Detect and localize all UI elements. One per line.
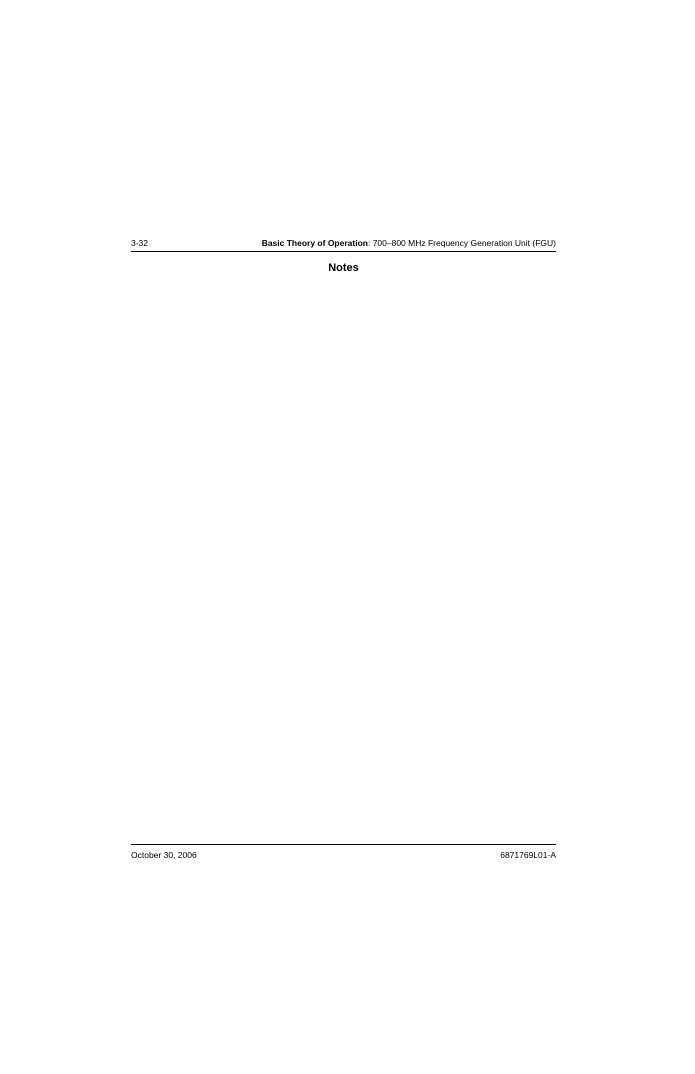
notes-heading: Notes: [328, 262, 359, 274]
running-header-title: [262, 238, 556, 248]
document-number: 6871769L01-A: [500, 850, 556, 860]
footer-date: October 30, 2006: [131, 850, 197, 860]
page-number: 3-32: [131, 238, 149, 248]
section-title-rest: : 700–800 MHz Frequency Generation Unit (FGU): [367, 238, 556, 248]
footer-rule: [131, 844, 556, 845]
section-title-bold: Basic Theory of Operation: [261, 238, 368, 248]
header-rule: [131, 251, 556, 252]
page-header: [131, 238, 556, 252]
page-footer: [131, 850, 556, 862]
